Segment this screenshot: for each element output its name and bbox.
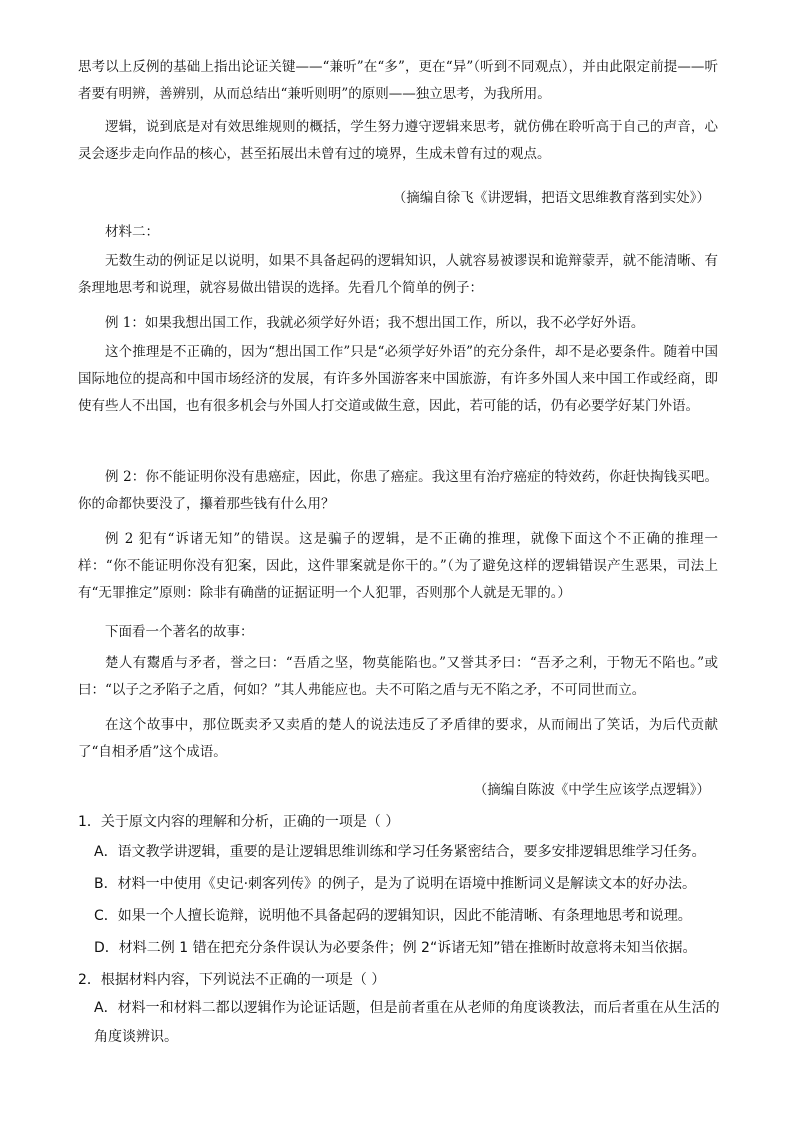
question2-stem: 2．根据材料内容，下列说法不正确的一项是（ ） (78, 972, 386, 988)
question2-option-a: A．材料一和材料二都以逻辑作为论证话题，但是前者重在从老师的角度谈教法，而后者重在从生活的角度谈辨识。 (94, 1000, 720, 1045)
material2-source: （摘编自陈波《中学生应该学点逻辑》） (473, 782, 710, 798)
material1-paragraph-logic: 逻辑，说到底是对有效思维规则的概括，学生努力遵守逻辑来思考，就仿佛在聆听高于自己的声音，心灵会逐步走向作品的核心，甚至拓展出未曾有过的境界，生成未曾有过的观点。 (78, 119, 718, 162)
question1-option-d: D．材料二例 1 错在把充分条件误认为必要条件；例 2“诉诸无知”错在推断时故意将未知当依据。 (94, 940, 697, 956)
question1-stem: 1．关于原文内容的理解和分析，正确的一项是（ ） (78, 814, 400, 830)
material1-source: （摘编自徐飞《讲逻辑，把语文思维教育落到实处》） (392, 190, 710, 206)
material2-conclusion: 在这个故事中，那位既卖矛又卖盾的楚人的说法违反了矛盾律的要求，从而闹出了笑话，为后代贡献了“自相矛盾”这个成语。 (78, 717, 718, 760)
material2-story-intro: 下面看一个著名的故事： (105, 624, 254, 640)
material2-example1: 例 1：如果我想出国工作，我就必须学好外语；我不想出国工作，所以，我不必学好外语。 (105, 315, 645, 331)
material2-analysis2: 例 2 犯有“诉诸无知”的错误。这是骗子的逻辑，是不正确的推理，就像下面这个不正确的推理一样：“你不能证明你没有犯案，因此，这件罪案就是你干的。”（为了避免这样的逻辑错误产生恶果，司法上有“无罪推定”原则：除非有确凿的证据证明一个人犯罪，否则那个人就是无罪的。） (78, 531, 718, 601)
material1-paragraph-continued: 思考以上反例的基础上指出论证关键——“兼听”在“多”，更在“异”（听到不同观点），并由此限定前提——听者要有明辨，善辨别，从而总结出“兼听则明”的原则——独立思考，为我所用。 (78, 59, 718, 102)
question1-option-c: C．如果一个人擅长诡辩，说明他不具备起码的逻辑知识，因此不能清晰、有条理地思考和说理。 (94, 908, 692, 924)
material2-heading: 材料二： (105, 224, 159, 240)
material2-intro: 无数生动的例证足以说明，如果不具备起码的逻辑知识，人就容易被谬误和诡辩蒙弄，就不能清晰、有条理地思考和说理，就容易做出错误的选择。先看几个简单的例子： (78, 253, 718, 296)
material2-example2: 例 2：你不能证明你没有患癌症，因此，你患了癌症。我这里有治疗癌症的特效药，你赶快掏钱买吧。你的命都快要没了，攥着那些钱有什么用？ (78, 469, 718, 512)
question1-option-a: A．语文教学讲逻辑，重要的是让逻辑思维训练和学习任务紧密结合，要多安排逻辑思维学习任务。 (94, 844, 706, 860)
material2-analysis1: 这个推理是不正确的，因为“想出国工作”只是“必须学好外语”的充分条件，却不是必要条件。随着中国国际地位的提高和中国市场经济的发展，有许多外国游客来中国旅游，有许多外国人来中国工作或经商，即使有些人不出国，也有很多机会与外国人打交道或做生意，因此，若可能的话，仍有必要学好某门外语。 (78, 344, 718, 414)
question1-option-b: B．材料一中使用《史记·刺客列传》的例子，是为了说明在语境中推断词义是解读文本的好办法。 (94, 876, 697, 892)
material2-story: 楚人有鬻盾与矛者，誉之曰：“吾盾之坚，物莫能陷也。”又誉其矛曰：“吾矛之利，于物无不陷也。”或曰：“以子之矛陷子之盾，何如？”其人弗能应也。夫不可陷之盾与无不陷之矛，不可同世而立。 (78, 655, 718, 698)
